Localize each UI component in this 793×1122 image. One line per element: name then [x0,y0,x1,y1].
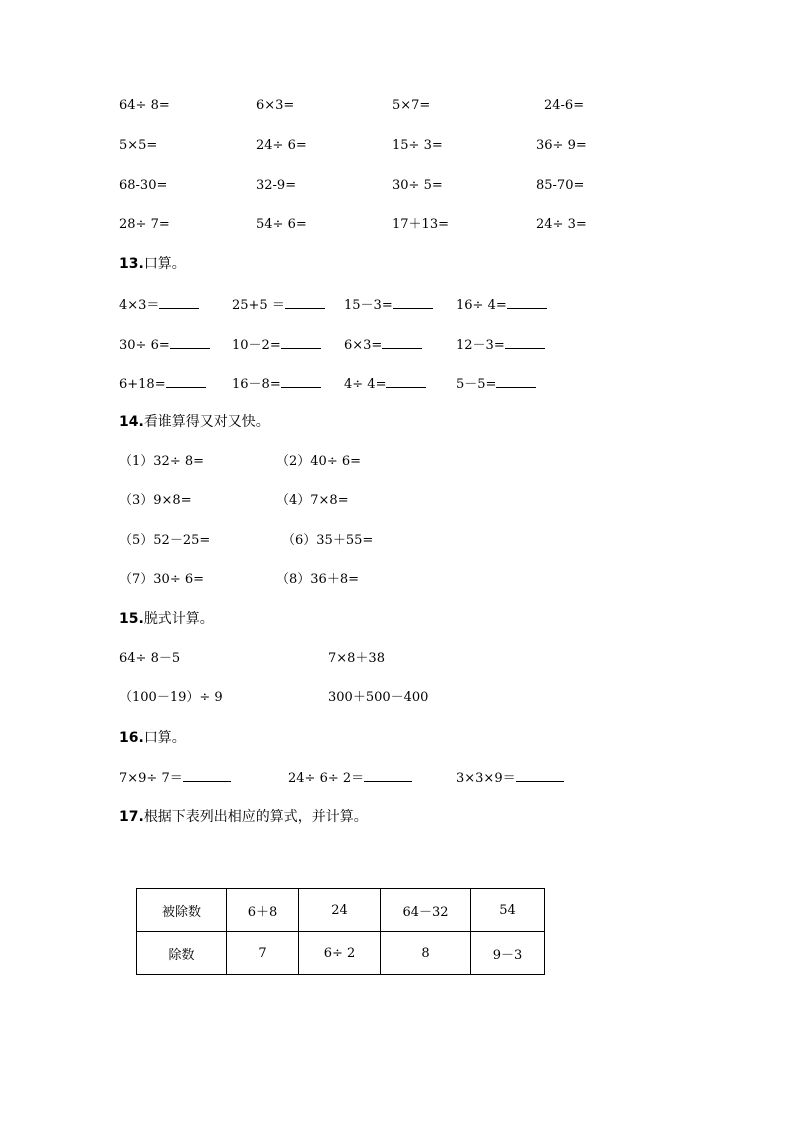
question-title: 看谁算得又对又快。 [143,414,270,430]
q13-expr: 16－8= [232,377,281,392]
top-item: 6×3= [256,98,295,113]
q15-item: 64÷ 8－5 [119,651,181,666]
table-cell: 8 [381,932,471,975]
question-title: 脱式计算。 [143,611,214,627]
top-item: 30÷ 5= [392,178,443,193]
table-cell: 除数 [137,932,227,975]
top-item: 68-30= [119,178,168,193]
q14-item: （1）32÷ 8= [119,454,205,469]
question-number: 13. [119,256,144,272]
q13-item [232,375,321,393]
question-13-heading [119,256,186,272]
question-title: 口算。 [143,256,186,272]
table-cell: 被除数 [137,889,227,932]
q13-expr: 5－5= [456,377,497,392]
question-title: 根据下表列出相应的算式，并计算。 [143,809,368,825]
division-table [136,888,545,975]
top-item: 28÷ 7= [119,217,170,232]
answer-blank[interactable] [505,336,545,349]
answer-blank[interactable] [496,375,536,388]
q13-item [119,296,199,314]
top-item: 5×5= [119,138,158,153]
table-cell: 24 [299,889,381,932]
answer-blank[interactable] [393,296,433,309]
q13-item [344,375,426,393]
answer-blank[interactable] [364,769,412,782]
answer-blank[interactable] [183,769,231,782]
answer-blank[interactable] [382,336,422,349]
table-cell: 7 [227,932,299,975]
question-number: 15. [119,611,144,627]
q13-item [232,296,325,314]
answer-blank[interactable] [285,296,325,309]
question-14-heading [119,414,270,430]
q13-expr: 16÷ 4= [456,298,507,313]
q16-item [456,769,564,787]
top-item: 32-9= [256,178,297,193]
q13-item [456,296,547,314]
table-row [137,932,545,975]
q14-item: （6）35＋55= [282,533,374,548]
question-title: 口算。 [143,730,186,746]
question-17-heading [119,809,368,825]
q14-item: （2）40÷ 6= [276,454,362,469]
q16-expr: 7×9÷ 7＝ [119,771,183,786]
q13-expr: 4×3＝ [119,298,160,313]
q14-item: （5）52－25= [119,533,211,548]
q13-expr: 6+18= [119,377,166,392]
q16-item [288,769,412,787]
q13-expr: 15－3= [344,298,393,313]
q13-expr: 4÷ 4= [344,377,387,392]
q13-expr: 25+5 ＝ [232,298,285,313]
table-cell: 6＋8 [227,889,299,932]
table-row [137,889,545,932]
question-number: 16. [119,730,144,746]
answer-blank[interactable] [281,375,321,388]
q13-expr: 10－2= [232,338,281,353]
question-number: 14. [119,414,144,430]
top-item: 17＋13= [392,217,449,232]
q15-item: 7×8＋38 [328,651,385,666]
q16-item [119,769,231,787]
q13-item [344,336,422,354]
top-item: 15÷ 3= [392,138,443,153]
answer-blank[interactable] [159,296,199,309]
top-item: 24-6= [544,98,585,113]
table-cell: 6÷ 2 [299,932,381,975]
q13-item [344,296,433,314]
q13-item [119,336,210,354]
q15-item: 300＋500－400 [328,690,429,705]
top-item: 64÷ 8= [119,98,170,113]
q13-item [456,336,545,354]
top-item: 24÷ 3= [536,217,587,232]
answer-blank[interactable] [386,375,426,388]
q15-item: （100－19）÷ 9 [119,690,223,705]
table-cell: 54 [471,889,545,932]
answer-blank[interactable] [166,375,206,388]
q13-item [456,375,536,393]
q16-expr: 24÷ 6÷ 2＝ [288,771,365,786]
table-cell: 9－3 [471,932,545,975]
q14-item: （8）36＋8= [276,572,359,587]
q14-item: （7）30÷ 6= [119,572,205,587]
q14-item: （4）7×8= [276,493,349,508]
answer-blank[interactable] [170,336,210,349]
answer-blank[interactable] [507,296,547,309]
question-number: 17. [119,809,144,825]
q13-item [232,336,321,354]
table-cell: 64－32 [381,889,471,932]
q13-expr: 12－3= [456,338,505,353]
top-item: 5×7= [392,98,431,113]
top-item: 24÷ 6= [256,138,307,153]
question-15-heading [119,611,214,627]
answer-blank[interactable] [281,336,321,349]
q16-expr: 3×3×9＝ [456,771,516,786]
question-16-heading [119,730,186,746]
top-item: 54÷ 6= [256,217,307,232]
q13-expr: 6×3= [344,338,383,353]
answer-blank[interactable] [516,769,564,782]
top-item: 85-70= [536,178,585,193]
q14-item: （3）9×8= [119,493,192,508]
q13-item [119,375,206,393]
q13-expr: 30÷ 6= [119,338,170,353]
top-item: 36÷ 9= [536,138,587,153]
